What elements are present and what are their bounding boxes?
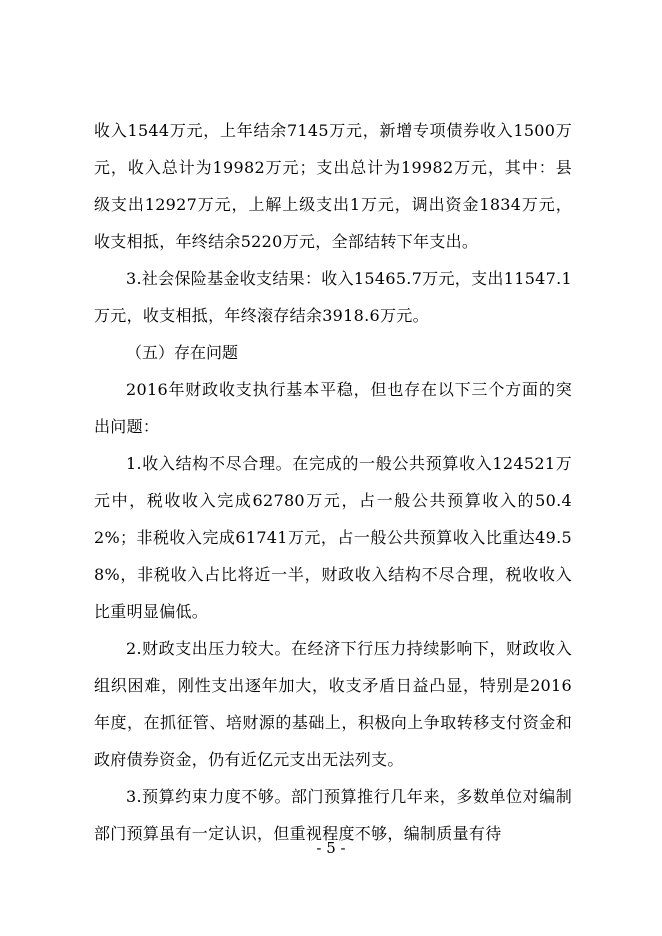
section-heading-issues: （五）存在问题 (126, 343, 239, 362)
paragraph-social-insurance-fund: 3.社会保险基金收支结果：收入15465.7万元，支出11547.1万元，收支相抵，年终滚存结余3918.6万元。 (94, 269, 572, 325)
paragraph-issues-intro: 2016年财政收支执行基本平稳，但也存在以下三个方面的突出问题： (94, 380, 572, 436)
paragraph-issue-revenue-structure: 1.收入结构不尽合理。在完成的一般公共预算收入124521万元中，税收收入完成62780万元，占一般公共预算收入的50.42%；非税收入完成61741万元，占一般公共预算收入比重达49.58%，非税收入占比将近一半，财政收入结构不尽合理，税收收入比重明显偏低。 (94, 454, 572, 621)
paragraph-fund-budget-summary: 收入1544万元，上年结余7145万元，新增专项债券收入1500万元，收入总计为19982万元；支出总计为19982万元，其中：县级支出12927万元，上解上级支出1万元，调出资金1834万元，收支相抵，年终结余5220万元，全部结转下年支出。 (94, 121, 572, 251)
paragraph-issue-expenditure-pressure: 2.财政支出压力较大。在经济下行压力持续影响下，财政收入组织困难，刚性支出逐年加大，收支矛盾日益凸显，特别是2016年度，在抓征管、培财源的基础上，积极向上争取转移支付资金和政府债券资金，仍有近亿元支出无法列支。 (94, 639, 572, 769)
page-number: - 5 - (316, 839, 346, 857)
paragraph-issue-budget-constraint: 3.预算约束力度不够。部门预算推行几年来，多数单位对编制部门预算虽有一定认识，但重视程度不够，编制质量有待 (94, 787, 572, 843)
